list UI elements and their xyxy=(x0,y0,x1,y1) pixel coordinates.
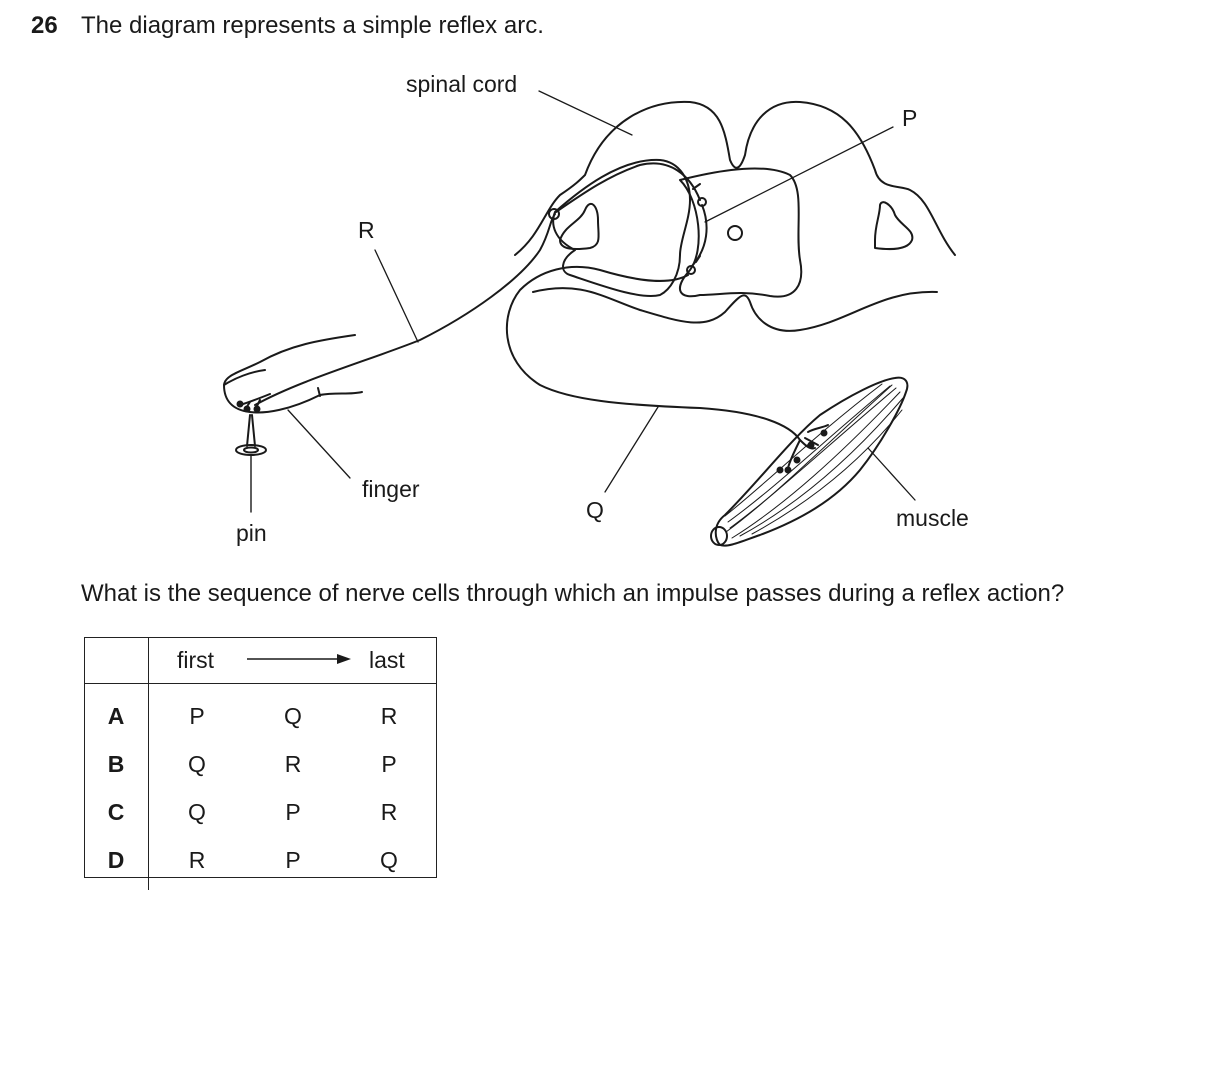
table-header-row xyxy=(84,637,437,684)
right-horn-shape xyxy=(875,202,912,249)
central-canal xyxy=(728,226,742,240)
leader-finger xyxy=(288,410,350,478)
option-cell: Q xyxy=(188,750,206,777)
label-R: R xyxy=(358,217,375,243)
label-pin: pin xyxy=(236,520,267,546)
label-Q: Q xyxy=(586,497,604,523)
header-last: last xyxy=(369,647,405,673)
left-horn-shape xyxy=(560,204,599,249)
spinal-cord-outline xyxy=(515,102,955,255)
option-key: C xyxy=(84,788,149,836)
leader-spinal-cord xyxy=(539,91,632,135)
muscle-drawing xyxy=(711,378,907,546)
spinal-cord-lower-outline xyxy=(533,288,937,331)
question-prompt: What is the sequence of nerve cells through which an impulse passes during a reflex action? xyxy=(81,580,1065,607)
option-key: B xyxy=(84,740,149,788)
label-muscle: muscle xyxy=(896,505,969,531)
option-row-a[interactable] xyxy=(84,684,437,741)
arrow-right-icon xyxy=(245,653,355,665)
option-cell: R xyxy=(380,798,398,825)
option-row-d[interactable] xyxy=(84,836,437,890)
leader-Q xyxy=(605,407,658,492)
label-P: P xyxy=(902,105,918,131)
option-cell: R xyxy=(188,846,206,873)
option-cell: P xyxy=(189,702,205,729)
option-key: A xyxy=(84,684,149,741)
leader-muscle xyxy=(868,448,915,500)
option-cell: Q xyxy=(380,846,398,873)
option-cell: Q xyxy=(188,798,206,825)
option-cell: P xyxy=(285,798,301,825)
label-spinal-cord: spinal cord xyxy=(406,71,518,97)
pin-drawing xyxy=(236,415,266,512)
question-text: The diagram represents a simple reflex arc. xyxy=(81,12,544,39)
finger-outline xyxy=(224,335,362,412)
option-row-b[interactable] xyxy=(84,740,437,788)
question-number: 26 xyxy=(31,12,58,39)
option-row-c[interactable] xyxy=(84,788,437,836)
leader-R xyxy=(375,250,418,342)
grey-matter-right xyxy=(680,169,801,297)
option-cell: R xyxy=(380,702,398,729)
option-key: D xyxy=(84,836,149,890)
header-first: first xyxy=(177,647,215,673)
answer-options-table xyxy=(84,637,437,890)
option-cell: P xyxy=(285,846,301,873)
label-finger: finger xyxy=(362,476,420,502)
option-cell: Q xyxy=(284,702,302,729)
option-cell: P xyxy=(381,750,397,777)
option-cell: R xyxy=(284,750,302,777)
